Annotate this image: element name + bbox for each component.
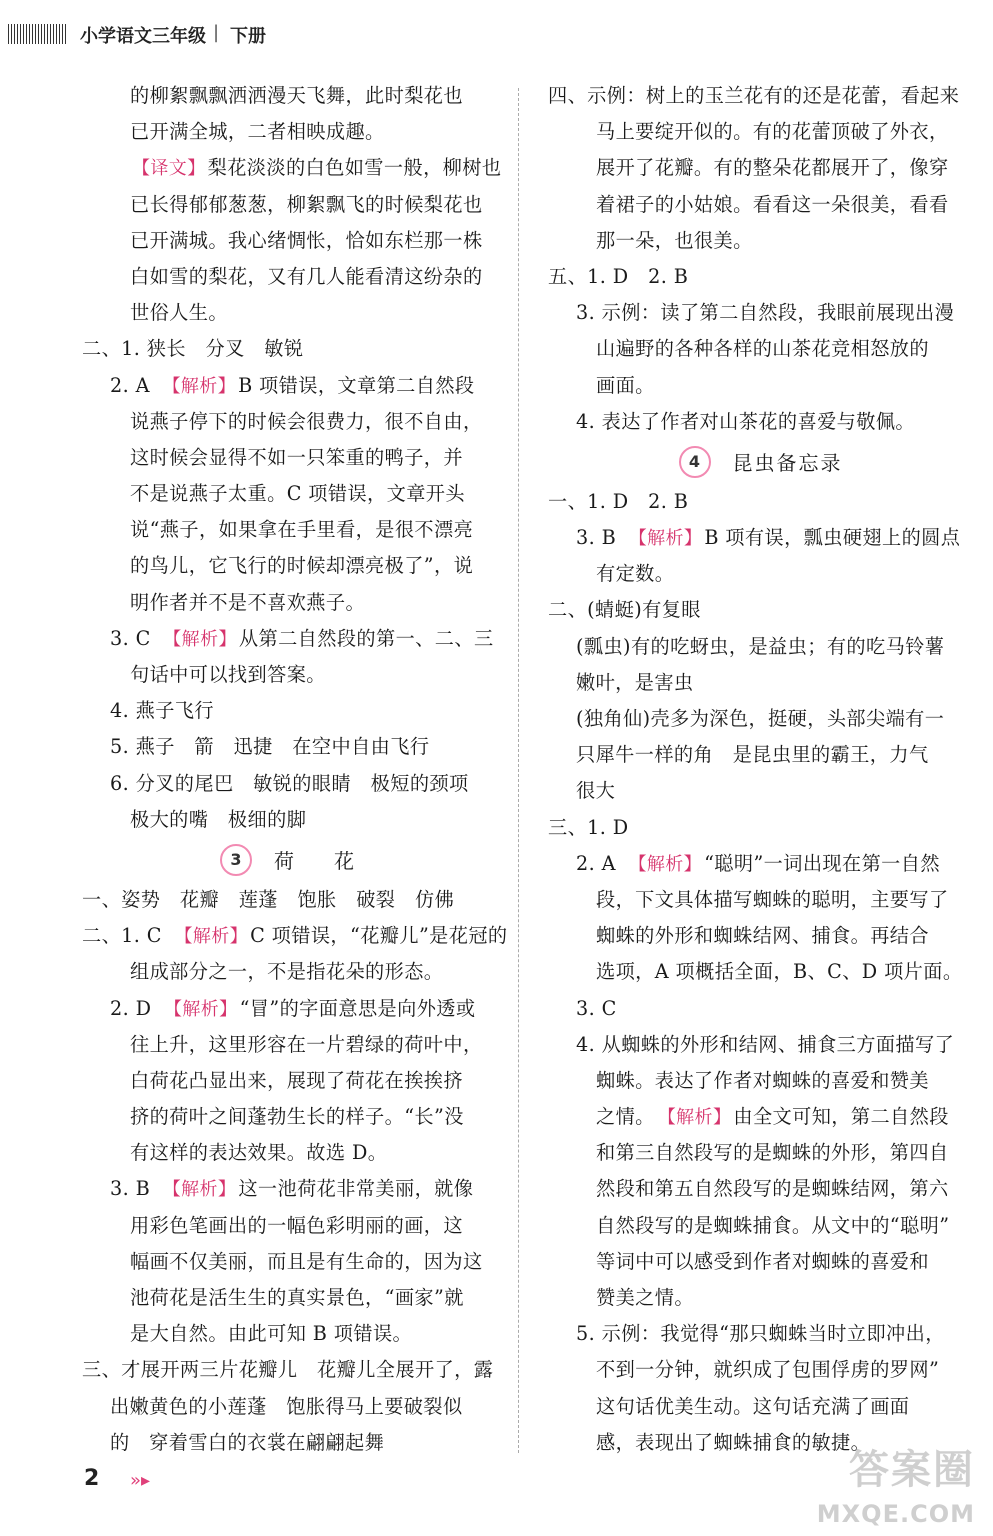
answer-text: 感，表现出了蜘蛛捕食的敏捷。 xyxy=(596,1430,871,1454)
answer-line xyxy=(548,1389,973,1425)
answer-line xyxy=(82,331,502,367)
answer-text: 三、1. D xyxy=(548,815,629,839)
answer-text: 5. 示例：我觉得“那只蜘蛛当时立即冲出， xyxy=(576,1322,945,1346)
answer-line xyxy=(82,440,502,476)
answer-text: 出嫩黄色的小莲蓬 饱胀得马上要破裂似 xyxy=(110,1394,463,1418)
answer-line xyxy=(548,78,973,114)
answer-text: 说“燕子，如果拿在手里看，是很不漂亮 xyxy=(130,518,474,542)
answer-text: 等词中可以感受到作者对蜘蛛的喜爱和 xyxy=(596,1249,929,1273)
answer-line xyxy=(82,693,502,729)
answer-text: 4. 燕子飞行 xyxy=(110,699,214,723)
answer-text: 用彩色笔画出的一幅色彩明丽的画，这 xyxy=(130,1213,463,1237)
answer-line xyxy=(82,954,502,990)
book-title: 小学语文三年级 xyxy=(80,26,206,47)
answer-text: 往上升，这里形容在一片碧绿的荷叶中， xyxy=(130,1032,483,1056)
answer-text: 4. 表达了作者对山茶花的喜爱与敬佩。 xyxy=(576,409,916,433)
answer-line xyxy=(548,918,973,954)
answer-line xyxy=(548,592,973,628)
answer-text: 2. A xyxy=(110,373,170,397)
double-chevron-right-icon: »▸ xyxy=(130,1470,151,1491)
answer-text: (独角仙)壳多为深色，挺硬，头部尖端有一 xyxy=(576,707,945,730)
answer-line xyxy=(548,404,973,440)
answer-line xyxy=(82,621,502,657)
answer-line xyxy=(548,882,973,918)
answer-line xyxy=(548,331,973,367)
answer-line xyxy=(548,368,973,404)
answer-text: 白荷花凸显出来，展现了荷花在挨挨挤 xyxy=(130,1068,463,1092)
answer-text: 这句话优美生动。这句话充满了画面 xyxy=(596,1394,910,1418)
answer-line xyxy=(548,737,973,773)
section-heading xyxy=(82,838,502,882)
section-number-badge: 4 xyxy=(679,446,711,478)
answer-line xyxy=(548,223,973,259)
answer-line xyxy=(82,114,502,150)
answer-text: 二、1. C xyxy=(82,924,182,948)
answer-line xyxy=(548,1352,973,1388)
answer-line xyxy=(548,773,973,809)
answer-text: 那一朵，也很美。 xyxy=(596,228,753,252)
answer-line xyxy=(82,78,502,114)
answer-line xyxy=(548,701,973,737)
answer-line xyxy=(548,1208,973,1244)
answer-text: 之情。 xyxy=(596,1105,665,1129)
answer-tag: 【解析】 xyxy=(183,926,249,948)
answer-text: 这一池荷花非常美丽，就像 xyxy=(238,1177,474,1201)
answer-text: 只犀牛一样的角 是昆虫里的霸王，力气 xyxy=(576,743,929,767)
answer-text: 4. 从蜘蛛的外形和结网、捕食三方面描写了 xyxy=(576,1032,955,1056)
answer-text: 2. D xyxy=(110,996,171,1020)
answer-text: 这时候会显得不如一只笨重的鸭子，并 xyxy=(130,445,463,469)
answer-text: “聪明”一词出现在第一自然 xyxy=(704,851,940,875)
answer-text: 梨花淡淡的白色如雪一般，柳树也 xyxy=(207,156,502,180)
book-volume: 下册 xyxy=(230,26,266,47)
answer-line xyxy=(82,766,502,802)
answer-text: 是大自然。由此可知 B 项错误。 xyxy=(130,1322,413,1346)
answer-text: B 项有误，瓢虫硬翅上的圆点 xyxy=(704,526,961,550)
answer-line xyxy=(82,585,502,621)
answer-text: 着裙子的小姑娘。看看这一朵很美，看看 xyxy=(596,192,949,216)
answer-text: 和第三自然段写的是蜘蛛的外形，第四自 xyxy=(596,1141,949,1165)
answer-text: 2. A xyxy=(576,851,636,875)
answer-text: “冒”的字面意思是向外透或 xyxy=(239,996,476,1020)
answer-line xyxy=(82,150,502,186)
answer-line xyxy=(82,1244,502,1280)
answer-line xyxy=(548,556,973,592)
answer-line xyxy=(548,1135,973,1171)
answer-line xyxy=(548,187,973,223)
answer-text: 的鸟儿，它飞行的时候却漂亮极了”，说 xyxy=(130,554,474,578)
answer-line xyxy=(82,882,502,918)
answer-text: 幅画不仅美丽，而且是有生命的，因为这 xyxy=(130,1249,483,1273)
answer-text: 有这样的表达效果。故选 D。 xyxy=(130,1141,388,1165)
answer-text: 3. B xyxy=(576,526,636,550)
answer-line xyxy=(82,368,502,404)
answer-tag: 【解析】 xyxy=(172,998,238,1020)
answer-text: 由全文可知，第二自然段 xyxy=(733,1105,949,1129)
answer-text: 一、姿势 花瓣 莲蓬 饱胀 破裂 仿佛 xyxy=(82,887,455,911)
answer-text: 嫩叶，是害虫 xyxy=(576,670,694,694)
answer-line xyxy=(548,114,973,150)
answer-tag: 【解析】 xyxy=(637,853,703,875)
barcode-decoration xyxy=(8,24,68,44)
answer-text: 3. C xyxy=(576,996,617,1020)
answer-line xyxy=(548,150,973,186)
answer-text: 五、1. D 2. B xyxy=(548,264,689,288)
answer-line xyxy=(82,1316,502,1352)
answer-text: 自然段写的是蜘蛛捕食。从文中的“聪明” xyxy=(596,1213,950,1237)
answer-tag: 【解析】 xyxy=(171,1179,237,1201)
answer-text: 选项，A 项概括全面，B、C、D 项片面。 xyxy=(596,960,963,984)
answer-text: 的 穿着雪白的衣裳在翩翩起舞 xyxy=(110,1430,385,1454)
answer-text: 3. 示例：读了第二自然段，我眼前展现出漫 xyxy=(576,301,955,325)
answer-line xyxy=(82,512,502,548)
answer-text: 明作者并不是不喜欢燕子。 xyxy=(130,590,366,614)
answer-line xyxy=(548,954,973,990)
answer-text: 句话中可以找到答案。 xyxy=(130,663,326,686)
answer-text: 一、1. D 2. B xyxy=(548,489,689,513)
answer-line xyxy=(82,1352,502,1388)
answer-line xyxy=(548,1063,973,1099)
answer-text: 很大 xyxy=(576,779,616,803)
answer-line xyxy=(82,1171,502,1207)
answer-text: 四、示例：树上的玉兰花有的还是花蕾，看起来 xyxy=(548,84,960,107)
answer-text: 已长得郁郁葱葱，柳絮飘飞的时候梨花也 xyxy=(130,192,483,216)
answer-text: 蜘蛛。表达了作者对蜘蛛的喜爱和赞美 xyxy=(596,1068,929,1092)
column-divider xyxy=(518,88,519,1453)
answer-text: 二、(蜻蜓)有复眼 xyxy=(548,598,701,622)
answer-text: 蜘蛛的外形和蜘蛛结网、捕食。再结合 xyxy=(596,924,929,948)
section-number-badge: 3 xyxy=(220,844,252,876)
answer-text: 组成部分之一，不是指花朵的形态。 xyxy=(130,960,444,984)
answer-line xyxy=(82,1425,502,1461)
answer-text: 赞美之情。 xyxy=(596,1286,694,1309)
answer-text: 不是说燕子太重。C 项错误，文章开头 xyxy=(130,482,465,506)
answer-text: 从第二自然段的第一、二、三 xyxy=(238,626,494,650)
answer-text: 有定数。 xyxy=(596,562,675,586)
section-title: 昆虫备忘录 xyxy=(732,451,843,476)
answer-line xyxy=(548,295,973,331)
answer-line xyxy=(82,1135,502,1171)
answer-text: 5. 燕子 箭 迅捷 在空中自由飞行 xyxy=(110,735,430,759)
answer-line xyxy=(548,846,973,882)
answer-tag: 【译文】 xyxy=(132,158,206,180)
answer-text: 说燕子停下的时候会很费力，很不自由， xyxy=(130,409,483,433)
answer-text: 二、1. 狭长 分叉 敏锐 xyxy=(82,337,304,361)
answer-text: 三、才展开两三片花瓣儿 花瓣儿全展开了，露 xyxy=(82,1358,494,1382)
answer-text: 世俗人生。 xyxy=(130,301,228,325)
answer-tag: 【解析】 xyxy=(637,528,703,550)
answer-text: 3. B xyxy=(110,1177,170,1201)
answer-line xyxy=(82,1027,502,1063)
answer-line xyxy=(82,259,502,295)
answer-text: 极大的嘴 极细的脚 xyxy=(130,807,307,831)
page-number: 2 xyxy=(84,1466,100,1491)
answer-line xyxy=(82,404,502,440)
answer-line xyxy=(548,810,973,846)
answer-text: 不到一分钟，就织成了包围俘虏的罗网” xyxy=(596,1358,940,1382)
answer-line xyxy=(548,1099,973,1135)
answer-text: 6. 分叉的尾巴 敏锐的眼睛 极短的颈项 xyxy=(110,771,469,795)
answer-text: B 项错误，文章第二自然段 xyxy=(238,373,475,397)
answer-text: 画面。 xyxy=(596,373,655,397)
answer-tag: 【解析】 xyxy=(666,1107,732,1129)
answer-line xyxy=(548,629,973,665)
answer-line xyxy=(82,548,502,584)
answer-line xyxy=(82,1099,502,1135)
answer-text: 然段和第五自然段写的是蜘蛛结网，第六 xyxy=(596,1177,949,1201)
answer-text: 池荷花是活生生的真实景色，“画家”就 xyxy=(130,1286,464,1309)
answer-text: 已开满全城，二者相映成趣。 xyxy=(130,120,385,144)
watermark-url: MXQE.COM xyxy=(816,1500,975,1528)
answer-text: 白如雪的梨花，又有几人能看清这纷杂的 xyxy=(130,264,483,288)
answer-line xyxy=(548,1171,973,1207)
answer-line xyxy=(82,802,502,838)
right-column xyxy=(548,78,973,1461)
answer-line xyxy=(82,729,502,765)
answer-line xyxy=(548,484,973,520)
watermark-logo: 答案圈 xyxy=(849,1447,975,1493)
answer-line xyxy=(548,1280,973,1316)
answer-text: 段，下文具体描写蜘蛛的聪明，主要写了 xyxy=(596,887,949,911)
header-separator: | xyxy=(213,22,220,43)
answer-line xyxy=(548,991,973,1027)
answer-line xyxy=(82,187,502,223)
left-column xyxy=(82,78,508,1461)
answer-line xyxy=(82,1280,502,1316)
answer-line xyxy=(548,1244,973,1280)
page-header xyxy=(0,18,993,58)
answer-line xyxy=(82,991,502,1027)
answer-text: 3. C xyxy=(110,626,171,650)
answer-line xyxy=(82,918,508,954)
answer-line xyxy=(82,1208,502,1244)
answer-text: 马上要绽开似的。有的花蕾顶破了外衣， xyxy=(596,120,949,144)
answer-line xyxy=(548,520,973,556)
answer-line xyxy=(82,223,502,259)
answer-line xyxy=(82,657,502,693)
answer-line xyxy=(548,665,973,701)
answer-text: C 项错误，“花瓣儿”是花冠的 xyxy=(250,924,508,948)
section-title: 荷 花 xyxy=(274,849,364,874)
answer-line xyxy=(82,476,502,512)
answer-line xyxy=(82,1063,502,1099)
answer-tag: 【解析】 xyxy=(172,628,237,650)
answer-text: 的柳絮飘飘洒洒漫天飞舞，此时梨花也 xyxy=(130,84,463,107)
answer-text: (瓢虫)有的吃蚜虫，是益虫；有的吃马铃薯 xyxy=(576,634,945,658)
answer-text: 挤的荷叶之间蓬勃生长的样子。“长”没 xyxy=(130,1105,464,1129)
answer-line xyxy=(82,1389,502,1425)
answer-line xyxy=(82,295,502,331)
answer-line xyxy=(548,1316,973,1352)
answer-text: 展开了花瓣。有的整朵花都展开了，像穿 xyxy=(596,156,949,180)
watermark xyxy=(805,1438,975,1528)
answer-line xyxy=(548,1027,973,1063)
section-heading xyxy=(548,440,973,484)
answer-text: 已开满城。我心绪惆怅，恰如东栏那一株 xyxy=(130,228,483,252)
answer-line xyxy=(548,259,973,295)
answer-tag: 【解析】 xyxy=(171,375,237,397)
answer-text: 山遍野的各种各样的山茶花竞相怒放的 xyxy=(596,337,929,361)
